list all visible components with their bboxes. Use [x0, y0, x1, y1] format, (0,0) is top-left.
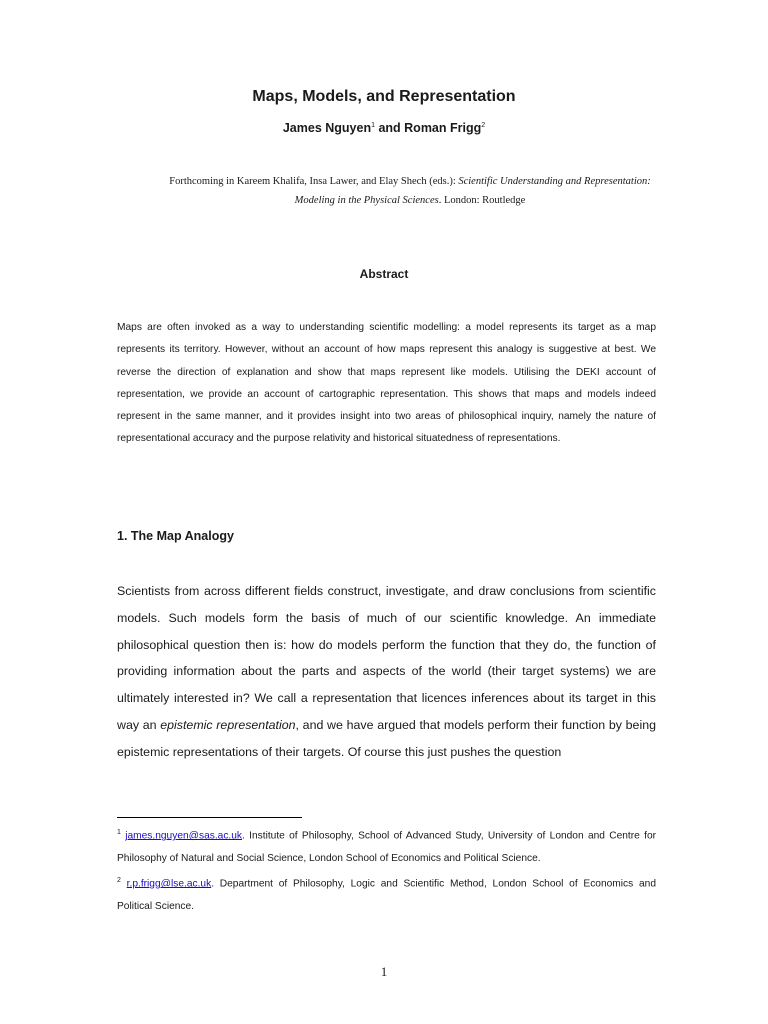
body-text-part: , and we have argued that models perform their function by being epistemic representations of their targets. Of course this just pushes the question — [117, 717, 656, 759]
footnotes — [117, 822, 656, 918]
footnote-mark: 2 — [117, 876, 121, 884]
body-italic-term: epistemic representation — [160, 717, 296, 732]
authors-line — [0, 121, 768, 135]
section-heading: 1. The Map Analogy — [117, 529, 234, 543]
publication-suffix: . London: Routledge — [438, 195, 526, 206]
footnote — [117, 822, 656, 870]
publication-note — [150, 172, 670, 210]
abstract-heading: Abstract — [359, 267, 409, 281]
footnote-divider — [117, 817, 302, 818]
author-name: James Nguyen — [282, 121, 372, 135]
author-footnote-mark: 2 — [481, 121, 486, 129]
footnote-email-link[interactable]: r.p.frigg@lse.ac.uk — [126, 878, 212, 890]
body-paragraph — [117, 578, 656, 766]
author-name: Roman Frigg — [404, 121, 482, 135]
footnote — [117, 870, 656, 918]
abstract-text: Maps are often invoked as a way to understanding scientific modelling: a model represents its target as a map represents its territory. However, without an account of how maps represent this analogy is suggestive at best. We reverse the direction of explanation and show that maps represent like models. Utilising the DEKI account of representation, we provide an account of cartographic representation. This shows that maps and models indeed represent in the same manner, and it provides insight into two areas of philosophical inquiry, namely the nature of representational accuracy and the purpose relativity and historical situatedness of representations. — [117, 322, 656, 445]
footnote-text: . Department of Philosophy, Logic and Scientific Method, London School of Economics and Political Science. — [117, 878, 656, 912]
author-joiner: and — [374, 121, 405, 135]
paper-title: Maps, Models, and Representation — [252, 88, 516, 105]
author-footnote-mark: 1 — [371, 121, 375, 129]
page-number: 1 — [380, 964, 388, 979]
book-title: Scientific Understanding and Representation: Modeling in the Physical Sciences — [294, 176, 651, 206]
footnote-text: . Institute of Philosophy, School of Advanced Study, University of London and Centre for Philosophy of Natural and Social Science, London School of Economics and Political Science. — [117, 830, 656, 864]
publication-prefix: Forthcoming in Kareem Khalifa, Insa Lawer, and Elay Shech (eds.): — [169, 176, 459, 187]
footnote-email-link[interactable]: james.nguyen@sas.ac.uk — [125, 830, 243, 842]
body-text-part: Scientists from across different fields construct, investigate, and draw conclusions from scientific models. Such models form the basis of much of our scientific knowledge. An immediate philosophical question then is: how do models perform the function that they do, the function of providing information about the parts and aspects of the world (their target systems) we are ultimately interested in? We call a representation that licences inferences about its target in this way an — [117, 584, 656, 732]
footnote-mark: 1 — [117, 829, 121, 836]
